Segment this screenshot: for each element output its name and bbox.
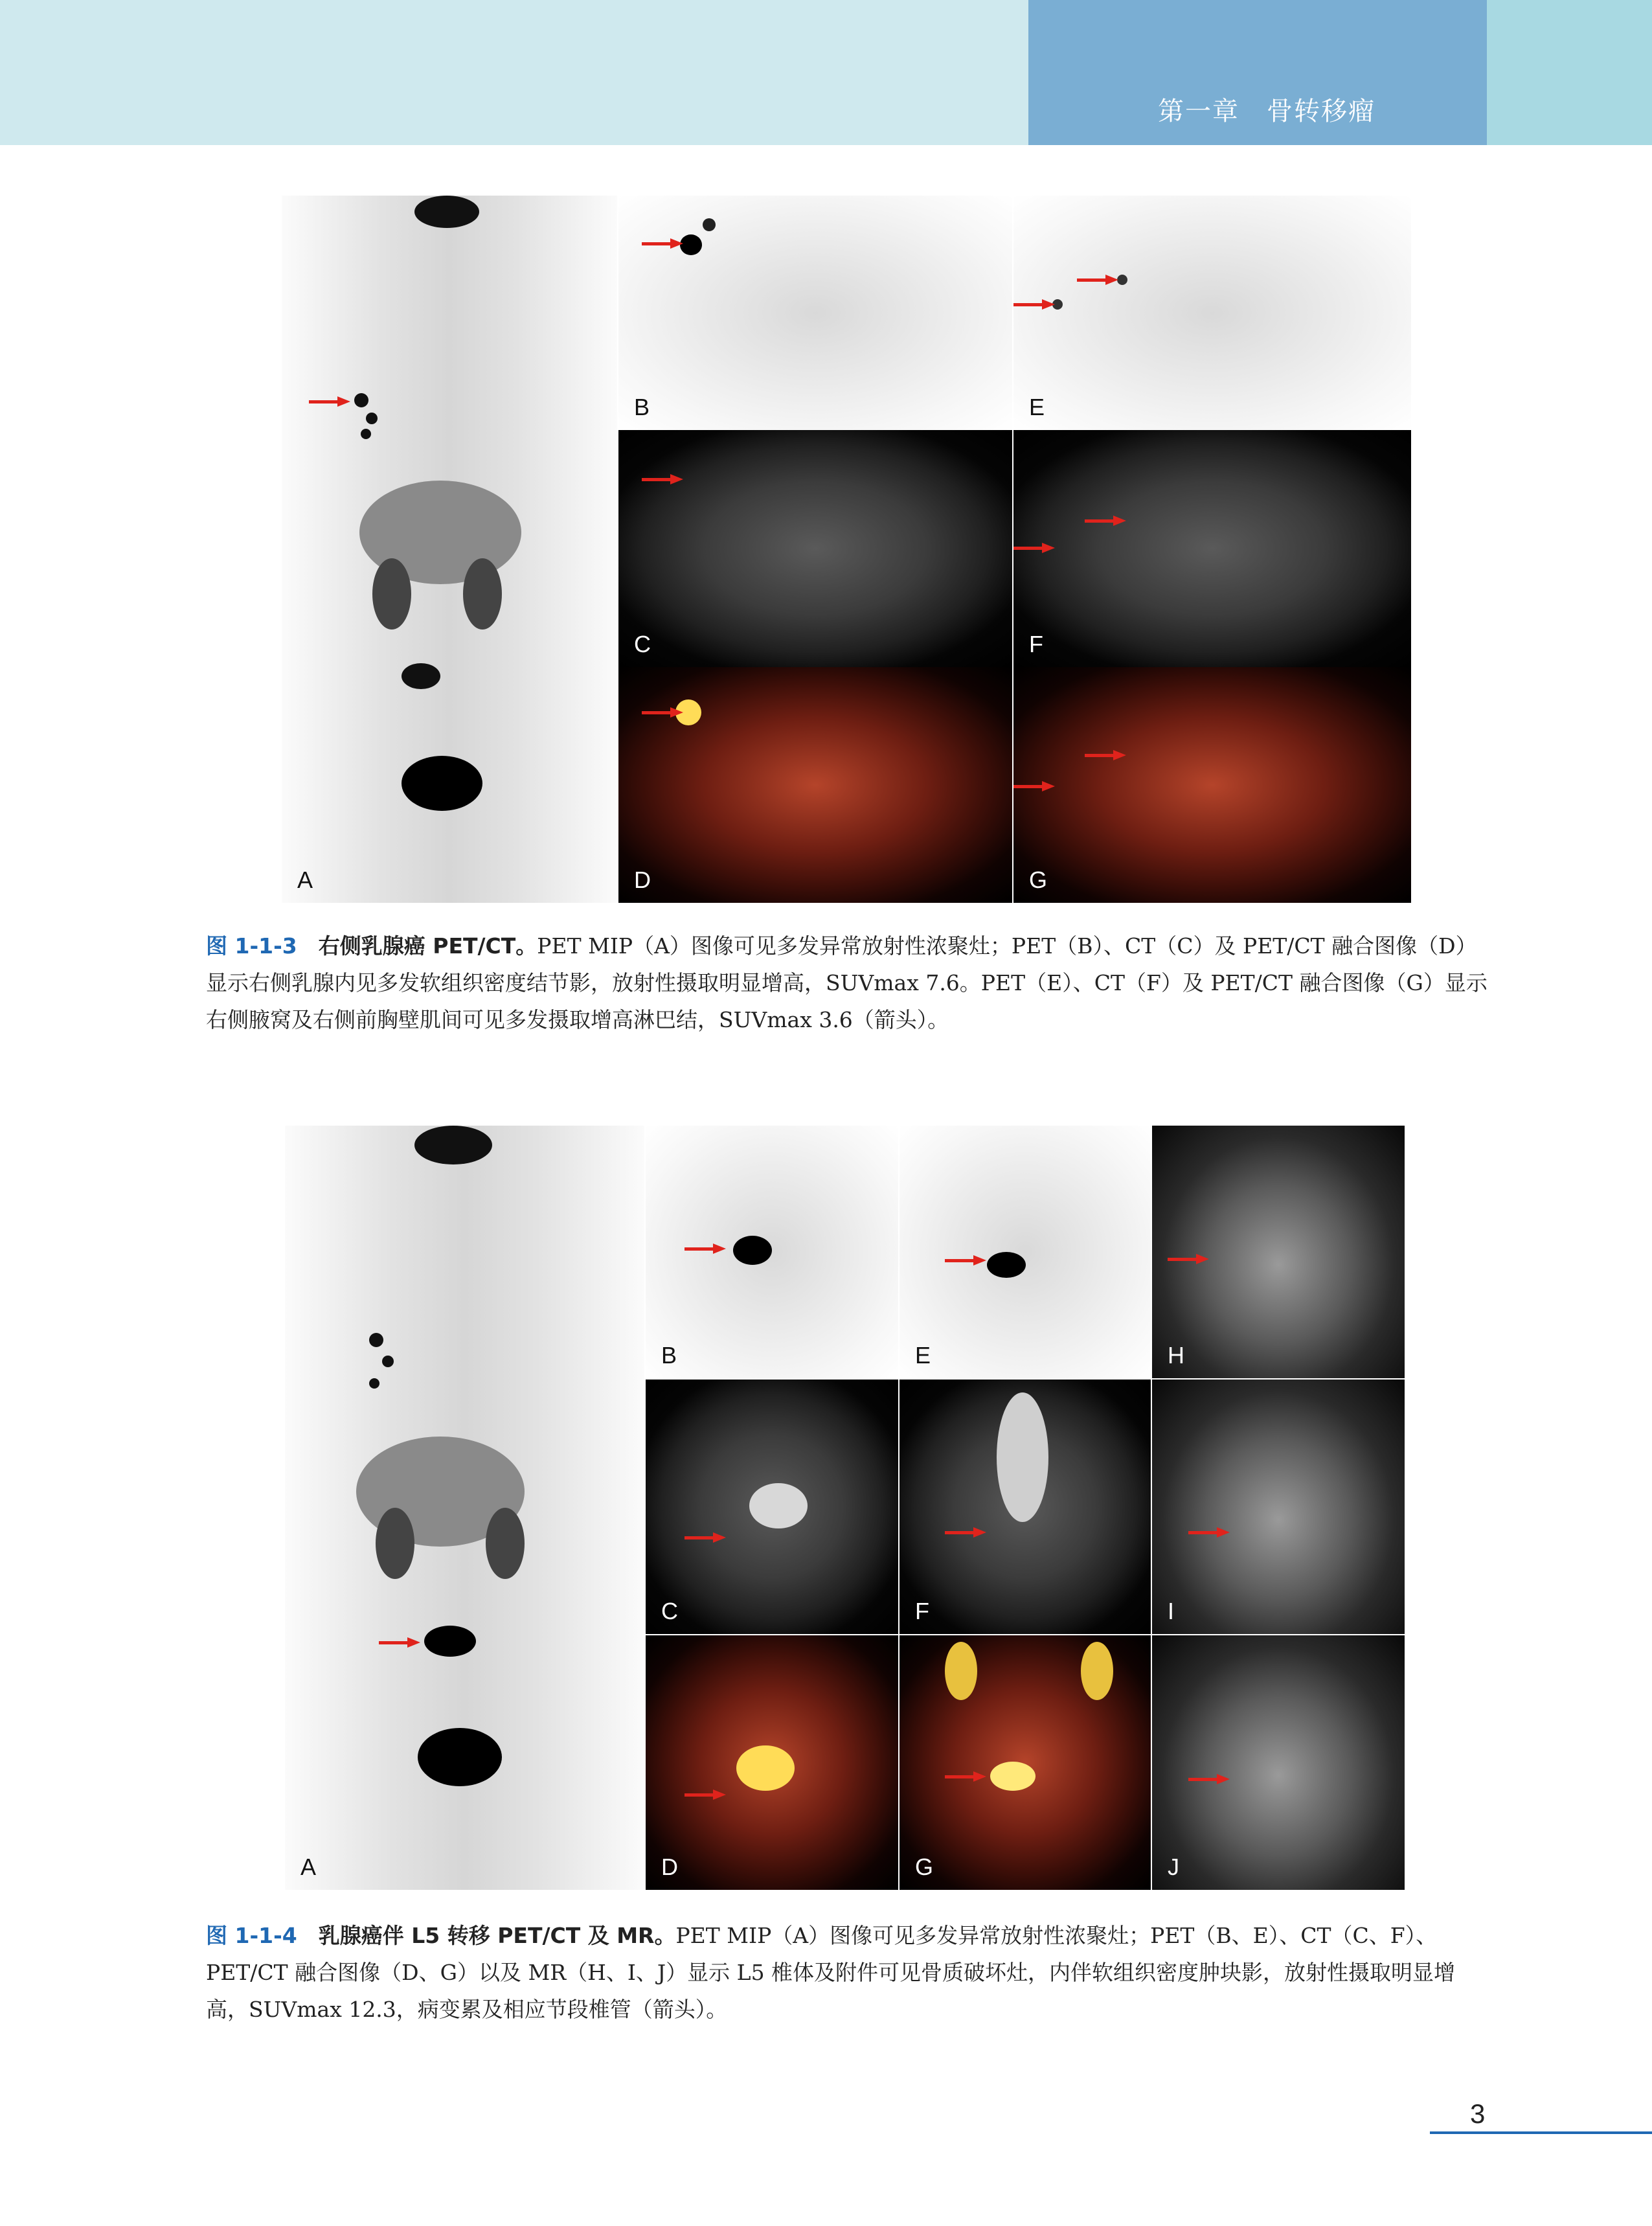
arrow-icon xyxy=(1013,299,1055,310)
fig2-panel-c-ct xyxy=(646,1380,898,1634)
panel-label: G xyxy=(1029,867,1048,893)
panel-label: I xyxy=(1168,1598,1175,1624)
mip-breast-lesion xyxy=(354,393,368,407)
arrow-icon xyxy=(642,238,683,249)
page-number-rule xyxy=(1430,2131,1652,2134)
figure-1-1-3-caption xyxy=(206,927,1488,1038)
pet-lesion xyxy=(680,234,702,255)
arrow-icon xyxy=(1013,781,1055,791)
fused-kidney-right xyxy=(945,1642,977,1700)
fused-kidney-left xyxy=(1081,1642,1113,1700)
mip-head xyxy=(414,1126,492,1164)
pet-lesion xyxy=(703,218,716,231)
mip-kidney-right xyxy=(372,558,411,630)
panel-label: G xyxy=(915,1854,934,1880)
panel-label: D xyxy=(634,867,651,893)
fused-l5-lesion xyxy=(990,1762,1035,1791)
fig1-panel-g-fused xyxy=(1013,667,1411,903)
panel-label: A xyxy=(300,1854,317,1880)
arrow-icon xyxy=(1077,275,1118,285)
panel-label: E xyxy=(1029,394,1045,420)
arrow-icon xyxy=(945,1771,986,1782)
panel-label: C xyxy=(634,631,651,657)
panel-label: B xyxy=(661,1342,677,1369)
panel-label: E xyxy=(915,1342,931,1369)
mip-bladder xyxy=(402,756,482,811)
chapter-title: 第一章 骨转移瘤 xyxy=(1158,97,1375,126)
mip-head xyxy=(414,196,479,228)
arrow-icon xyxy=(945,1527,986,1538)
arrow-icon xyxy=(309,396,350,407)
mip-breast-lesion xyxy=(369,1378,379,1389)
caption-body: PET MIP（A）图像可见多发异常放射性浓聚灶；PET（B）、CT（C）及 PET/CT 融合图像（D）显示右侧乳腺内见多发软组织密度结节影，放射性摄取明显增高，SUVmax 7.6。PET（E）、CT（F）及 PET/CT 融合图像（G）显示右侧腋窝及右侧前胸壁肌间可见多发摄取增高淋巴结，SUVmax 3.6（箭头）。 xyxy=(206,933,1488,1032)
mip-kidney-left xyxy=(486,1508,525,1579)
fig2-panel-e-pet xyxy=(900,1126,1151,1378)
mip-l5-lesion xyxy=(424,1626,476,1657)
panel-label: A xyxy=(297,867,313,893)
arrow-icon xyxy=(642,474,683,484)
mip-breast-lesion xyxy=(369,1333,383,1347)
fig2-panel-i-mr xyxy=(1152,1380,1405,1634)
arrow-icon xyxy=(1085,516,1126,526)
panel-label: D xyxy=(661,1854,678,1880)
arrow-icon xyxy=(685,1244,726,1254)
pet-l5-lesion xyxy=(733,1236,772,1265)
caption-number: 图 1-1-3 xyxy=(206,933,297,959)
fig1-panel-b-pet xyxy=(618,196,1012,430)
fig2-panel-a-mip xyxy=(285,1126,644,1890)
arrow-icon xyxy=(1188,1527,1230,1538)
caption-body: PET MIP（A）图像可见多发异常放射性浓聚灶；PET（B、E）、CT（C、F）、PET/CT 融合图像（D、G）以及 MR（H、I、J）显示 L5 椎体及附件可见骨质破坏灶，内伴软组织密度肿块影，放射性摄取明显增高，SUVmax 12.3，病变累及相应节段椎管（箭头）。 xyxy=(206,1923,1456,2022)
panel-label: F xyxy=(1029,631,1043,657)
arrow-icon xyxy=(642,707,683,718)
mip-kidney-left xyxy=(463,558,502,630)
arrow-icon xyxy=(1188,1774,1230,1784)
arrow-icon xyxy=(1168,1254,1209,1264)
fig2-panel-g-fused xyxy=(900,1635,1151,1890)
panel-label: F xyxy=(915,1598,929,1624)
pet-node xyxy=(1117,275,1127,285)
mip-breast-lesion xyxy=(366,413,378,424)
fig1-panel-c-ct xyxy=(618,430,1012,667)
pet-l5-lesion xyxy=(987,1252,1026,1278)
ct-vertebra xyxy=(997,1392,1048,1522)
figure-1-1-4-caption xyxy=(206,1917,1488,2028)
arrow-icon xyxy=(685,1789,726,1800)
mip-kidney-right xyxy=(376,1508,414,1579)
arrow-icon xyxy=(945,1255,986,1266)
ct-vertebra xyxy=(749,1483,808,1528)
fig2-panel-h-mr xyxy=(1152,1126,1405,1378)
page-number: 3 xyxy=(1470,2098,1486,2129)
header-right-block xyxy=(1487,0,1652,145)
arrow-icon xyxy=(685,1532,726,1543)
panel-label: J xyxy=(1168,1854,1179,1880)
caption-title: 乳腺癌伴 L5 转移 PET/CT 及 MR。 xyxy=(318,1923,676,1948)
panel-label: C xyxy=(661,1598,678,1624)
mip-breast-lesion xyxy=(361,429,371,439)
fig1-panel-f-ct xyxy=(1013,430,1411,667)
fused-l5-lesion xyxy=(736,1745,795,1791)
panel-label: H xyxy=(1168,1342,1184,1369)
panel-label: B xyxy=(634,394,650,420)
arrow-icon xyxy=(1085,750,1126,760)
fig1-panel-e-pet xyxy=(1013,196,1411,430)
fig2-panel-b-pet xyxy=(646,1126,898,1378)
fig2-panel-j-mr xyxy=(1152,1635,1405,1890)
fig1-panel-d-fused xyxy=(618,667,1012,903)
arrow-icon xyxy=(1013,543,1055,553)
fig2-panel-d-fused xyxy=(646,1635,898,1890)
mip-bowel-focus xyxy=(402,663,440,689)
fig1-panel-a-mip xyxy=(282,196,617,903)
fig2-panel-f-ct xyxy=(900,1380,1151,1634)
mip-breast-lesion xyxy=(382,1356,394,1367)
arrow-icon xyxy=(379,1637,420,1648)
caption-number: 图 1-1-4 xyxy=(206,1923,297,1948)
mip-bladder xyxy=(418,1728,502,1786)
caption-title: 右侧乳腺癌 PET/CT。 xyxy=(318,933,537,959)
